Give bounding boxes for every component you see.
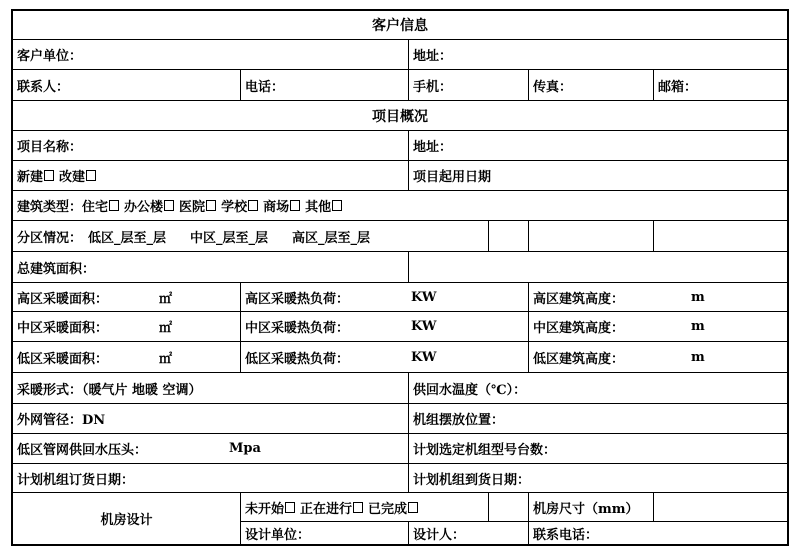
designer-field[interactable]: 设计人： [409, 522, 529, 544]
new-build-checkbox[interactable] [44, 170, 54, 181]
completed-option[interactable] [368, 498, 423, 517]
customer-address-field[interactable]: 地址： [413, 49, 453, 64]
zone-low[interactable]: 低区_层至_层 [88, 230, 167, 246]
building-type-residential[interactable] [82, 196, 124, 215]
renovation-label: 改建 [59, 170, 86, 185]
zoning-cell [13, 221, 489, 251]
high-zone-height-label: 高区建筑高度： [533, 291, 625, 307]
renovation-checkbox[interactable] [86, 170, 96, 181]
order-date-field[interactable]: 计划机组订货日期： [13, 464, 409, 492]
load-unit: KW [411, 349, 437, 365]
building-type-label: 建筑类型： [17, 200, 83, 215]
email-field[interactable]: 邮箱： [658, 79, 698, 95]
machine-room-status-row [241, 493, 787, 522]
school-checkbox[interactable] [248, 200, 258, 211]
low-zone-load-field[interactable] [241, 342, 529, 372]
customer-unit-field[interactable]: 客户单位： [13, 40, 409, 69]
high-zone-area-field[interactable] [13, 283, 241, 311]
low-zone-area-label: 低区采暖面积： [17, 351, 109, 367]
mid-zone-load-label: 中区采暖热负荷： [245, 321, 350, 336]
high-zone-area-label: 高区采暖面积： [17, 291, 109, 307]
height-unit: m [691, 349, 705, 365]
mid-zone-load-field[interactable] [241, 312, 529, 341]
building-type-cell [13, 191, 787, 220]
phone-field[interactable]: 电话： [241, 70, 409, 100]
zoning-extra-cell-1[interactable] [489, 221, 529, 251]
mid-zone-row [13, 312, 787, 342]
machine-room-status-blank[interactable] [489, 493, 529, 521]
building-type-row [13, 191, 787, 221]
pressure-row [13, 434, 787, 464]
fax-field[interactable]: 传真： [529, 70, 654, 100]
total-area-row [13, 252, 787, 283]
height-unit: m [691, 289, 705, 305]
machine-room-block [13, 493, 787, 544]
customer-project-form [11, 9, 789, 546]
low-zone-area-field[interactable] [13, 342, 241, 372]
building-type-option-label: 医院 [179, 200, 206, 215]
unit-location-field[interactable]: 机组摆放位置： [413, 413, 505, 428]
in-progress-option[interactable] [300, 498, 368, 517]
contact-row [13, 70, 787, 101]
other-checkbox[interactable] [332, 200, 342, 211]
area-unit: ㎡ [159, 351, 173, 367]
project-address-field[interactable]: 地址： [413, 140, 453, 155]
contact-phone-field[interactable]: 联系电话： [533, 527, 599, 543]
heating-form-field[interactable]: 采暖形式：（暖气片 地暖 空调） [13, 373, 409, 403]
zoning-label: 分区情况： [17, 230, 83, 246]
pipe-diameter-field[interactable]: 外网管径：DN [13, 404, 409, 433]
mall-checkbox[interactable] [290, 200, 300, 211]
area-unit: ㎡ [159, 291, 173, 307]
machine-room-design-row [241, 522, 787, 544]
planned-model-field[interactable]: 计划选定机组型号台数： [413, 443, 557, 458]
in-progress-label: 正在进行 [300, 501, 353, 517]
building-type-option-label: 办公楼 [124, 200, 164, 215]
room-size-value[interactable] [654, 493, 787, 521]
high-zone-row [13, 283, 787, 312]
machine-room-title: 机房设计 [13, 493, 241, 544]
start-date-field[interactable]: 项目起用日期 [413, 170, 492, 185]
total-area-blank[interactable] [409, 252, 787, 282]
building-type-school[interactable] [221, 196, 263, 215]
mid-zone-area-field[interactable] [13, 312, 241, 341]
pressure-unit: Mpa [229, 441, 261, 456]
low-zone-load-label: 低区采暖热负荷： [245, 351, 350, 367]
area-unit: ㎡ [159, 321, 173, 336]
building-type-option-label: 商场 [263, 200, 290, 215]
zoning-extra-cell-2[interactable] [529, 221, 654, 251]
high-zone-load-label: 高区采暖热负荷： [245, 291, 350, 307]
mobile-field[interactable]: 手机： [409, 70, 529, 100]
contact-person-field[interactable]: 联系人： [13, 70, 241, 100]
building-type-mall[interactable] [263, 196, 305, 215]
machine-room-status-cell [241, 493, 489, 521]
building-type-office[interactable] [124, 196, 179, 215]
high-zone-height-field[interactable] [529, 283, 787, 311]
order-date-row [13, 464, 787, 493]
residential-checkbox[interactable] [109, 200, 119, 211]
hospital-checkbox[interactable] [206, 200, 216, 211]
supply-return-temp-field[interactable]: 供回水温度（℃）： [413, 382, 527, 398]
pipe-row [13, 404, 787, 434]
not-started-label: 未开始 [245, 501, 285, 517]
renovation-option[interactable] [59, 166, 101, 185]
customer-unit-row [13, 40, 787, 70]
customer-info-title: 客户信息 [372, 18, 428, 34]
office-checkbox[interactable] [164, 200, 174, 211]
heating-form-row [13, 373, 787, 404]
arrival-date-field[interactable]: 计划机组到货日期： [413, 472, 531, 488]
zoning-row [13, 221, 787, 252]
completed-label: 已完成 [368, 501, 408, 517]
building-type-hospital[interactable] [179, 196, 221, 215]
customer-info-header-row [13, 11, 787, 40]
build-kind-row [13, 161, 787, 191]
new-build-label: 新建 [17, 170, 44, 185]
zone-mid[interactable]: 中区_层至_层 [190, 230, 269, 246]
building-type-option-label: 学校 [221, 200, 248, 215]
building-type-option-label: 住宅 [82, 200, 109, 215]
mid-zone-height-field[interactable] [529, 312, 787, 341]
building-type-option-label: 其他 [305, 200, 332, 215]
not-started-checkbox[interactable] [285, 502, 295, 513]
zone-high[interactable]: 高区_层至_层 [292, 230, 371, 246]
low-zone-row [13, 342, 787, 373]
zoning-extra-cell-3[interactable] [654, 221, 787, 251]
project-overview-header-row [13, 101, 787, 131]
new-build-option[interactable] [17, 166, 59, 185]
completed-checkbox[interactable] [408, 502, 418, 513]
project-overview-title: 项目概况 [372, 108, 428, 125]
low-zone-height-field[interactable] [529, 342, 787, 372]
not-started-option[interactable] [245, 498, 300, 517]
low-zone-pressure-field[interactable] [13, 434, 409, 463]
low-zone-height-label: 低区建筑高度： [533, 351, 625, 367]
high-zone-load-field[interactable] [241, 283, 529, 311]
design-unit-field[interactable]: 设计单位： [241, 522, 409, 544]
load-unit: KW [411, 289, 437, 305]
mid-zone-height-label: 中区建筑高度： [533, 321, 625, 336]
in-progress-checkbox[interactable] [353, 502, 363, 513]
room-size-label[interactable]: 机房尺寸（mm） [529, 493, 654, 521]
total-area-field[interactable]: 总建筑面积： [13, 252, 409, 282]
project-name-row [13, 131, 787, 161]
height-unit: m [691, 319, 705, 334]
low-zone-pressure-label: 低区管网供回水压头： [17, 443, 148, 458]
mid-zone-area-label: 中区采暖面积： [17, 321, 109, 336]
build-kind-cell [13, 161, 409, 190]
building-type-other[interactable] [305, 196, 347, 215]
project-name-field[interactable]: 项目名称： [13, 131, 409, 160]
load-unit: KW [411, 319, 437, 334]
